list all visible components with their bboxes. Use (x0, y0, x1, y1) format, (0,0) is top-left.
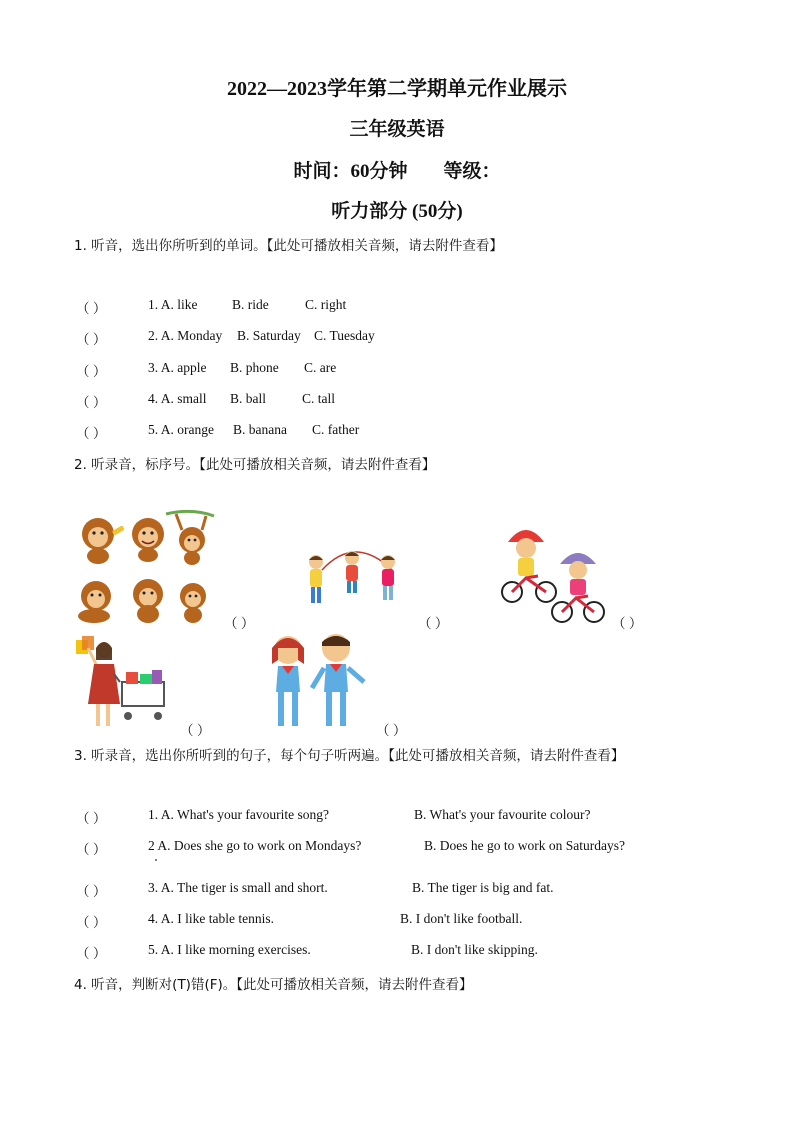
child-icon (345, 551, 359, 593)
child-icon (381, 555, 395, 600)
option-b: B. ride (232, 297, 269, 312)
answer-blank[interactable]: （ ） (76, 426, 107, 441)
boy-icon (312, 634, 364, 726)
option-a: 3. A. apple (148, 360, 207, 375)
answer-blank[interactable]: （ ） (376, 723, 407, 738)
option-a: 3. A. The tiger is small and short. (148, 880, 328, 895)
answer-blank[interactable]: （ ） (76, 884, 107, 899)
stray-dot (155, 859, 157, 861)
cyclist-icon (552, 553, 604, 622)
option-a: 4. A. small (148, 391, 207, 406)
answer-blank[interactable]: （ ） (612, 616, 643, 631)
answer-blank[interactable]: （ ） (76, 364, 107, 379)
option-a: 4. A. I like table tennis. (148, 911, 274, 926)
q3-instruction: 3. 听录音，选出你所听到的句子，每个句子听两遍。【此处可播放相关音频，请去附件查看】 (74, 748, 625, 764)
option-b: B. phone (230, 360, 279, 375)
option-c: C. right (305, 297, 347, 312)
q4-instruction: 4. 听音，判断对(T)错(F)。【此处可播放相关音频，请去附件查看】 (74, 977, 473, 993)
option-a: 1. A. What's your favourite song? (148, 807, 330, 822)
monkey-icon (82, 518, 125, 564)
option-c: C. are (304, 360, 337, 375)
girl-icon (272, 636, 304, 726)
child-icon (309, 555, 323, 603)
answer-blank[interactable]: （ ） (180, 723, 211, 738)
answer-blank[interactable]: （ ） (76, 332, 107, 347)
answer-blank[interactable]: （ ） (76, 946, 107, 961)
monkey-icon (132, 518, 164, 562)
time-grade-line (0, 156, 794, 183)
cycling-picture (498, 520, 608, 628)
option-b: B. ball (230, 391, 266, 406)
time-label: 时间：60分钟 (293, 161, 408, 182)
option-c: C. tall (302, 391, 335, 406)
monkey-icon (166, 511, 214, 565)
option-b: B. banana (233, 422, 287, 437)
grade-label: 等级： (443, 161, 501, 182)
monkey-icon (133, 579, 163, 623)
children-picture (262, 630, 370, 732)
answer-blank[interactable]: （ ） (76, 915, 107, 930)
cyclist-icon (502, 530, 556, 602)
option-c: C. Tuesday (314, 328, 375, 343)
option-b: B. I don't like football. (400, 911, 523, 926)
answer-blank[interactable]: （ ） (76, 395, 107, 410)
monkey-icon (78, 581, 111, 623)
section-title: 听力部分 (50分) (331, 201, 463, 222)
option-b: B. The tiger is big and fat. (412, 880, 554, 895)
shopping-picture (74, 634, 170, 732)
answer-blank[interactable]: （ ） (224, 616, 255, 631)
skipping-picture (300, 540, 416, 612)
option-b: B. Does he go to work on Saturdays? (424, 838, 625, 853)
monkey-icon (180, 583, 206, 623)
option-a: 5. A. I like morning exercises. (148, 942, 311, 957)
option-a: 1. A. like (148, 297, 198, 312)
page-subtitle: 三年级英语 (349, 119, 445, 140)
option-a: 2 A. Does she go to work on Mondays? (148, 838, 362, 853)
q2-instruction: 2. 听录音，标序号。【此处可播放相关音频，请去附件查看】 (74, 457, 436, 473)
cart-icon (114, 670, 164, 720)
option-c: C. father (312, 422, 360, 437)
answer-blank[interactable]: （ ） (76, 301, 107, 316)
answer-blank[interactable]: （ ） (418, 616, 449, 631)
monkeys-picture (72, 508, 218, 628)
option-b: B. I don't like skipping. (411, 942, 538, 957)
shopper-icon (76, 636, 120, 726)
q1-instruction: 1. 听音，选出你所听到的单词。【此处可播放相关音频，请去附件查看】 (74, 238, 503, 254)
option-a: 5. A. orange (148, 422, 214, 437)
answer-blank[interactable]: （ ） (76, 811, 107, 826)
answer-blank[interactable]: （ ） (76, 842, 107, 857)
option-b: B. Saturday (237, 328, 301, 343)
page-title: 2022—2023学年第二学期单元作业展示 (227, 78, 567, 100)
option-b: B. What's your favourite colour? (414, 807, 591, 822)
option-a: 2. A. Monday (148, 328, 223, 343)
